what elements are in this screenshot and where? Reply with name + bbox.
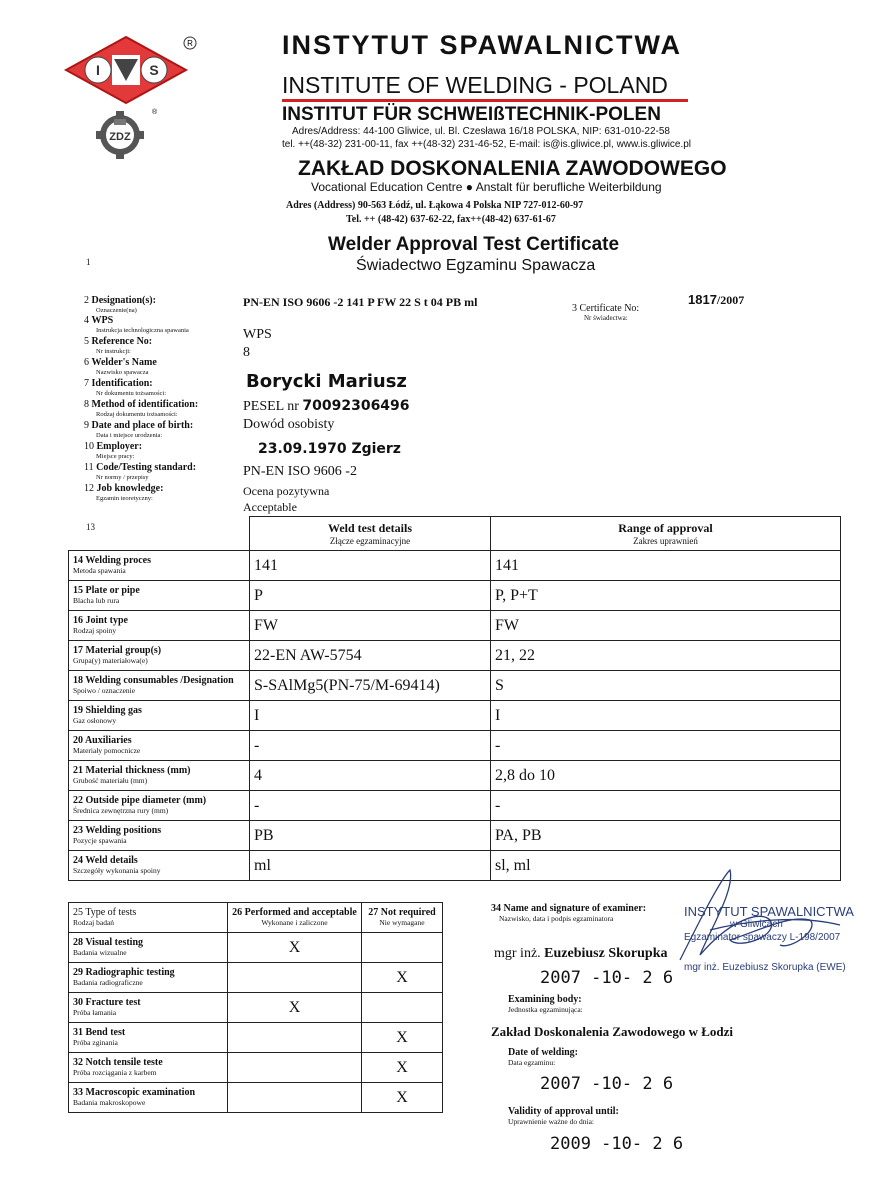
label-identification: 7 Identification: Nr dokumentu tożsamości:: [84, 378, 167, 397]
cert-no-value: 1817/2007: [688, 292, 745, 307]
institute-title-de: INSTITUT FÜR SCHWEIßTECHNIK-POLEN: [282, 104, 661, 125]
welder-name-value: Borycki Mariusz: [246, 371, 407, 392]
table-row: 18 Welding consumables /Designation Spoiwo / oznaczenie S-SAlMg5(PN-75/M-69414) S: [69, 671, 841, 701]
centre-contact: Tel. ++ (48-42) 637-62-22, fax++(48-42) 637-61-67: [346, 214, 556, 225]
validity-label: Validity of approval until: Uprawnienie ważne do dnia:: [508, 1106, 619, 1126]
identification-value: PESEL nr 70092306496: [243, 398, 410, 414]
certificate-title: Welder Approval Test Certificate: [328, 234, 620, 255]
svg-text:ZDZ: ZDZ: [109, 131, 131, 143]
label-wps: 4 WPS Instrukcja technologiczna spawania: [84, 315, 189, 334]
institute-address: Adres/Address: 44-100 Gliwice, ul. Bl. Czesława 16/18 POLSKA, NIP: 631-010-22-58: [292, 126, 670, 137]
col-range-of-approval: Range of approval Zakres uprawnień: [491, 517, 841, 551]
validity-value: 2009 -10- 2 6: [550, 1134, 684, 1154]
table-row: 16 Joint type Rodzaj spoiny FW FW: [69, 611, 841, 641]
designation-value: PN-EN ISO 9606 -2 141 P FW 22 S t 04 PB ml: [243, 295, 478, 309]
examiner-name: mgr inż. Euzebiusz Skorupka: [494, 946, 668, 961]
centre-address: Adres (Address) 90-563 Łódź, ul. Łąkowa 4 Polska NIP 727-012-60-97: [286, 200, 584, 211]
table-row: 22 Outside pipe diameter (mm) Średnica zewnętrzna rury (mm) - -: [69, 791, 841, 821]
table-row: 14 Welding proces Metoda spawania 141 141: [69, 551, 841, 581]
examination-date: 2007 -10- 2 6: [540, 968, 674, 988]
testing-standard-value: PN-EN ISO 9606 -2: [243, 464, 357, 479]
job-knowledge-value: Ocena pozytywna: [243, 484, 330, 498]
centre-subtitle: Vocational Education Centre ● Anstalt für berufliche Weiterbildung: [311, 180, 662, 194]
is-logo: [64, 35, 199, 105]
label-job-knowledge: 12 Job knowledge: Egzamin teoretyczny:: [84, 483, 164, 502]
table-row: 17 Material group(s) Grupa(y) materiałowa(e) 22-EN AW-5754 21, 22: [69, 641, 841, 671]
table-row: 24 Weld details Szczegóły wykonania spoiny ml sl, ml: [69, 851, 841, 881]
weld-test-table: [68, 516, 841, 881]
table-row: 30 Fracture test Próba łamania X: [69, 993, 443, 1023]
line-number-13: 13: [86, 522, 95, 532]
examining-body-value: Zakład Doskonalenia Zawodowego w Łodzi: [491, 1024, 733, 1039]
col-weld-test-details: Weld test details Złącze egzaminacyjne: [250, 517, 491, 551]
tests-table: 25 Type of tests Rodzaj badań 26 Performed and acceptable Wykonane i zaliczone 27 Not required Nie wymagane 28 Visual testing Badania wizualne X 29 Radiographic testing Badania radiograficzne X 30 Fracture test Próba łamania X 31 Bend test Próba zginania X 32 Notch tensile teste Próba rozciągania z karbem X 33 Macroscopic examination Badania makroskopowe X: [68, 902, 443, 1113]
examiner-signature: [640, 860, 860, 970]
welding-date-value: 2007 -10- 2 6: [540, 1074, 674, 1094]
line-number-1: 1: [86, 257, 91, 267]
institute-contact: tel. ++(48-32) 231-00-11, fax ++(48-32) 231-46-52, E-mail: is@is.gliwice.pl, www.is.gliwice.pl: [282, 139, 692, 150]
svg-text:R: R: [187, 39, 193, 48]
svg-text:®: ®: [152, 109, 158, 116]
birth-value: 23.09.1970 Zgierz: [258, 441, 401, 457]
label-designation: 2 Designation(s): Oznaczenie(na): [84, 295, 156, 314]
institute-title-pl: INSTYTUT SPAWALNICTWA: [282, 30, 682, 60]
table-row: 21 Material thickness (mm) Grubość materiału (mm) 4 2,8 do 10: [69, 761, 841, 791]
label-reference-no: 5 Reference No: Nr instrukcji:: [84, 336, 153, 355]
label-identification-method: 8 Method of identification: Rodzaj dokumentu tożsamości:: [84, 399, 199, 418]
identification-method-value: Dowód osobisty: [243, 417, 335, 432]
svg-text:S: S: [149, 62, 159, 78]
institute-title-en: INSTITUTE OF WELDING - POLAND: [282, 72, 668, 98]
table-row: 29 Radiographic testing Badania radiograficzne X: [69, 963, 443, 993]
reference-no-value: 8: [243, 345, 250, 360]
examiner-stamp: INSTYTUT SPAWALNICTWA w Gliwicach Egzaminator spawaczy L-198/2007 mgr inż. Euzebiusz Skorupka (EWE): [684, 904, 854, 973]
examining-body-label: Examining body: Jednostka egzaminująca:: [508, 994, 583, 1014]
header-divider: [282, 99, 688, 102]
table-row: 31 Bend test Próba zginania X: [69, 1023, 443, 1053]
table-row: 20 Auxiliaries Materiały pomocnicze - -: [69, 731, 841, 761]
svg-text:I: I: [96, 62, 100, 78]
table-row: 19 Shielding gas Gaz osłonowy I I: [69, 701, 841, 731]
examiner-label: 34 Name and signature of examiner: Nazwisko, data i podpis egzaminatora: [491, 903, 647, 923]
label-testing-standard: 11 Code/Testing standard: Nr normy / przepisy: [84, 462, 197, 481]
table-row: 32 Notch tensile teste Próba rozciągania z karbem X: [69, 1053, 443, 1083]
wps-value: WPS: [243, 327, 272, 342]
job-knowledge-value-en: Acceptable: [243, 500, 297, 514]
cert-no-label: 3 Certificate No: Nr świadectwa:: [572, 303, 640, 322]
table-row: 28 Visual testing Badania wizualne X: [69, 933, 443, 963]
table-row: 33 Macroscopic examination Badania makroskopowe X: [69, 1083, 443, 1113]
label-welder-name: 6 Welder's Name Nazwisko spawacza: [84, 357, 157, 376]
table-row: 23 Welding positions Pozycje spawania PB PA, PB: [69, 821, 841, 851]
zdz-logo: [96, 105, 166, 160]
certificate-subtitle: Świadectwo Egzaminu Spawacza: [356, 257, 596, 274]
welding-date-label: Date of welding: Data egzaminu:: [508, 1047, 578, 1067]
label-employer: 10 Employer: Miejsce pracy:: [84, 441, 143, 460]
label-birth: 9 Date and place of birth: Data i miejsce urodzenia:: [84, 420, 194, 439]
table-row: 15 Plate or pipe Blacha lub rura P P, P+T: [69, 581, 841, 611]
centre-name: ZAKŁAD DOSKONALENIA ZAWODOWEGO: [298, 157, 727, 180]
